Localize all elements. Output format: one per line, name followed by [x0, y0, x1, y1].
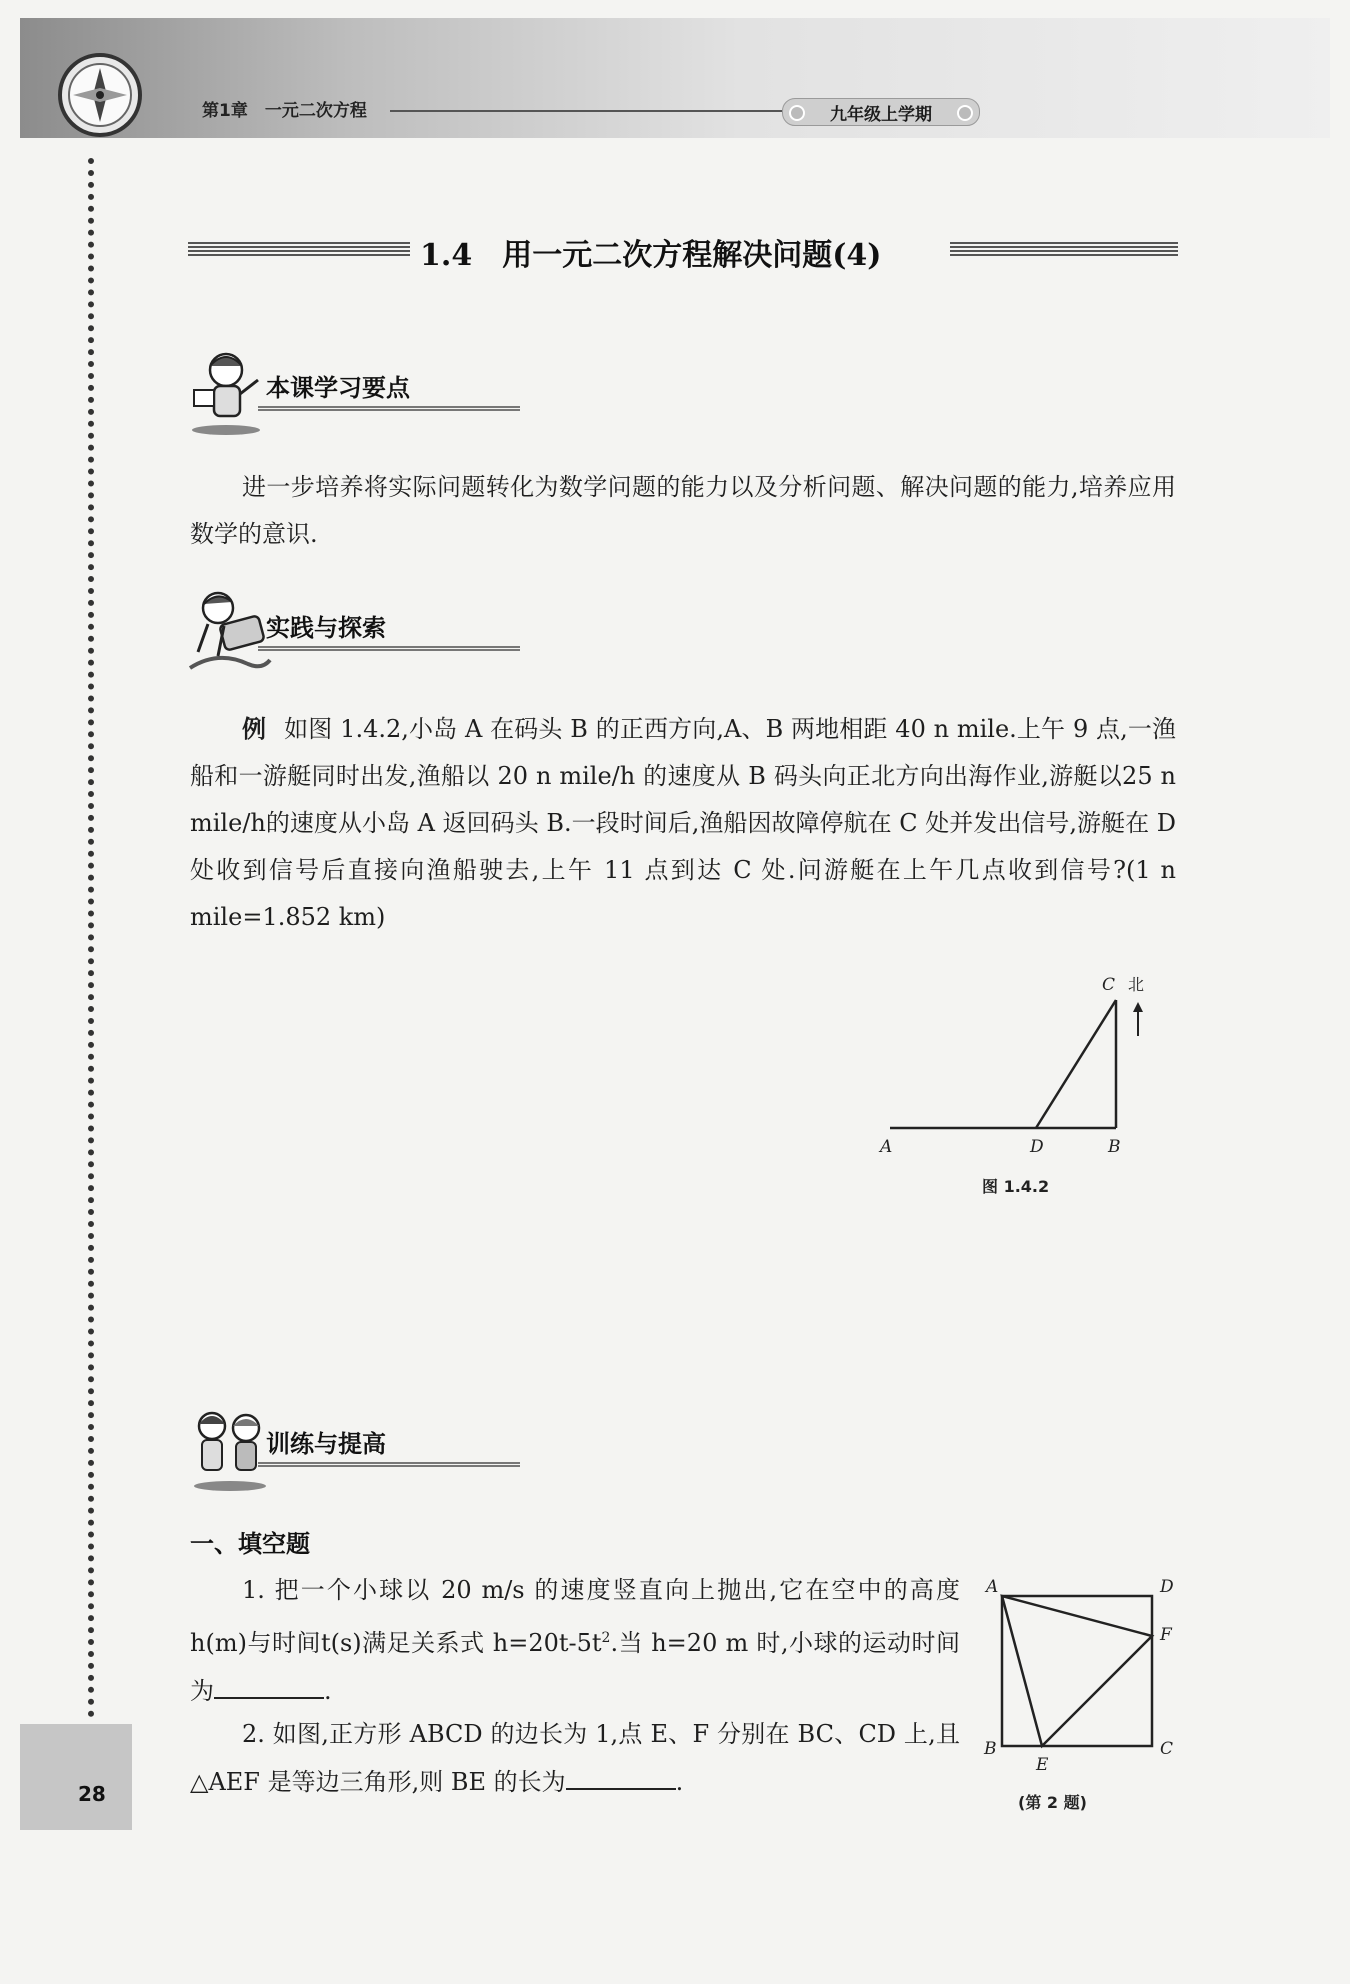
- grade-badge: [782, 98, 980, 126]
- figure-question-2: [980, 1574, 1180, 1784]
- chapter-label: 第1章 一元二次方程: [202, 101, 367, 121]
- practice-heading: [188, 590, 488, 660]
- section-title-bar: [188, 230, 1178, 273]
- question-1-text-b: .当 h=20 m 时,小球的运动时间为: [190, 1629, 960, 1705]
- section-title: 1.4 用一元二次方程解决问题(4): [420, 238, 882, 273]
- student-reading-icon: [188, 350, 268, 436]
- figure-1-caption: 图 1.4.2: [982, 1177, 1050, 1196]
- question-2: [190, 1710, 960, 1806]
- practice-label: 实践与探索: [266, 614, 386, 642]
- question-1-end: .: [324, 1677, 332, 1705]
- q2-label-a: A: [986, 1577, 999, 1597]
- figure-1-4-2: [870, 960, 1170, 1160]
- student-skating-icon: [188, 590, 272, 676]
- label-c: C: [1102, 975, 1116, 995]
- label-north: 北: [1128, 975, 1145, 994]
- answer-blank-2[interactable]: [566, 1768, 676, 1790]
- header-rule: [390, 110, 782, 112]
- q2-label-c: C: [1160, 1739, 1174, 1759]
- key-points-text: 进一步培养将实际问题转化为数学问题的能力以及分析问题、解决问题的能力,培养应用数学的意识.: [190, 473, 1176, 548]
- training-heading: [188, 1406, 488, 1476]
- triangle-aef: [1002, 1596, 1152, 1746]
- label-d: D: [1030, 1137, 1044, 1157]
- key-points-heading: [188, 350, 488, 420]
- question-1-superscript: 2: [601, 1630, 611, 1646]
- q2-label-e: E: [1036, 1755, 1049, 1775]
- title-rule-right: [950, 242, 1178, 258]
- square-abcd: [1002, 1596, 1152, 1746]
- two-students-icon: [188, 1406, 272, 1492]
- question-2-end: .: [675, 1768, 684, 1796]
- fill-in-blank-title: 一、填空题: [190, 1530, 310, 1558]
- compass-icon: [55, 50, 145, 140]
- north-arrowhead: [1133, 1002, 1143, 1012]
- q2-label-b: B: [984, 1739, 997, 1759]
- label-b: B: [1108, 1137, 1121, 1157]
- page-number: 28: [78, 1782, 106, 1806]
- example-text: 如图 1.4.2,小岛 A 在码头 B 的正西方向,A、B 两地相距 40 n mile.上午 9 点,一渔船和一游艇同时出发,渔船以 20 n mile/h 的速度从 B 码头向正北方向出海作业,游艇以25 n mile/h的速度从小岛 A 返回码头 B.一段时间后,渔船因故障停航在 C 处并发出信号,游艇在 D 处收到信号后直接向渔船驶去,上午 11 点到达 C 处.问游艇在上午几点收到信号?(1 n mile=1.852 km): [190, 715, 1177, 931]
- practice-underline: [258, 646, 520, 651]
- q2-label-f: F: [1160, 1625, 1172, 1645]
- q2-label-d: D: [1160, 1577, 1174, 1597]
- example-label: 例: [242, 715, 267, 743]
- question-1: [190, 1566, 960, 1715]
- answer-blank-1[interactable]: [214, 1677, 324, 1699]
- key-points-label: 本课学习要点: [266, 374, 410, 402]
- label-a: A: [880, 1137, 893, 1157]
- question-1-text-a: 1. 把一个小球以 20 m/s 的速度竖直向上抛出,它在空中的高度 h(m)与时间t(s)满足关系式 h=20t-5t: [190, 1576, 960, 1657]
- question-2-text: 2. 如图,正方形 ABCD 的边长为 1,点 E、F 分别在 BC、CD 上,且△AEF 是等边三角形,则 BE 的长为: [190, 1720, 960, 1796]
- page-number-tab: [20, 1724, 132, 1830]
- grade-label: 九年级上学期: [830, 104, 932, 125]
- margin-dotted-line: [88, 158, 94, 1718]
- training-label: 训练与提高: [266, 1430, 386, 1458]
- example-paragraph: [190, 706, 1176, 941]
- key-points-underline: [258, 406, 520, 411]
- segment-dc: [1036, 1000, 1116, 1128]
- training-underline: [258, 1462, 520, 1467]
- figure-2-caption: (第 2 题): [1018, 1793, 1087, 1812]
- title-rule-left: [188, 242, 410, 258]
